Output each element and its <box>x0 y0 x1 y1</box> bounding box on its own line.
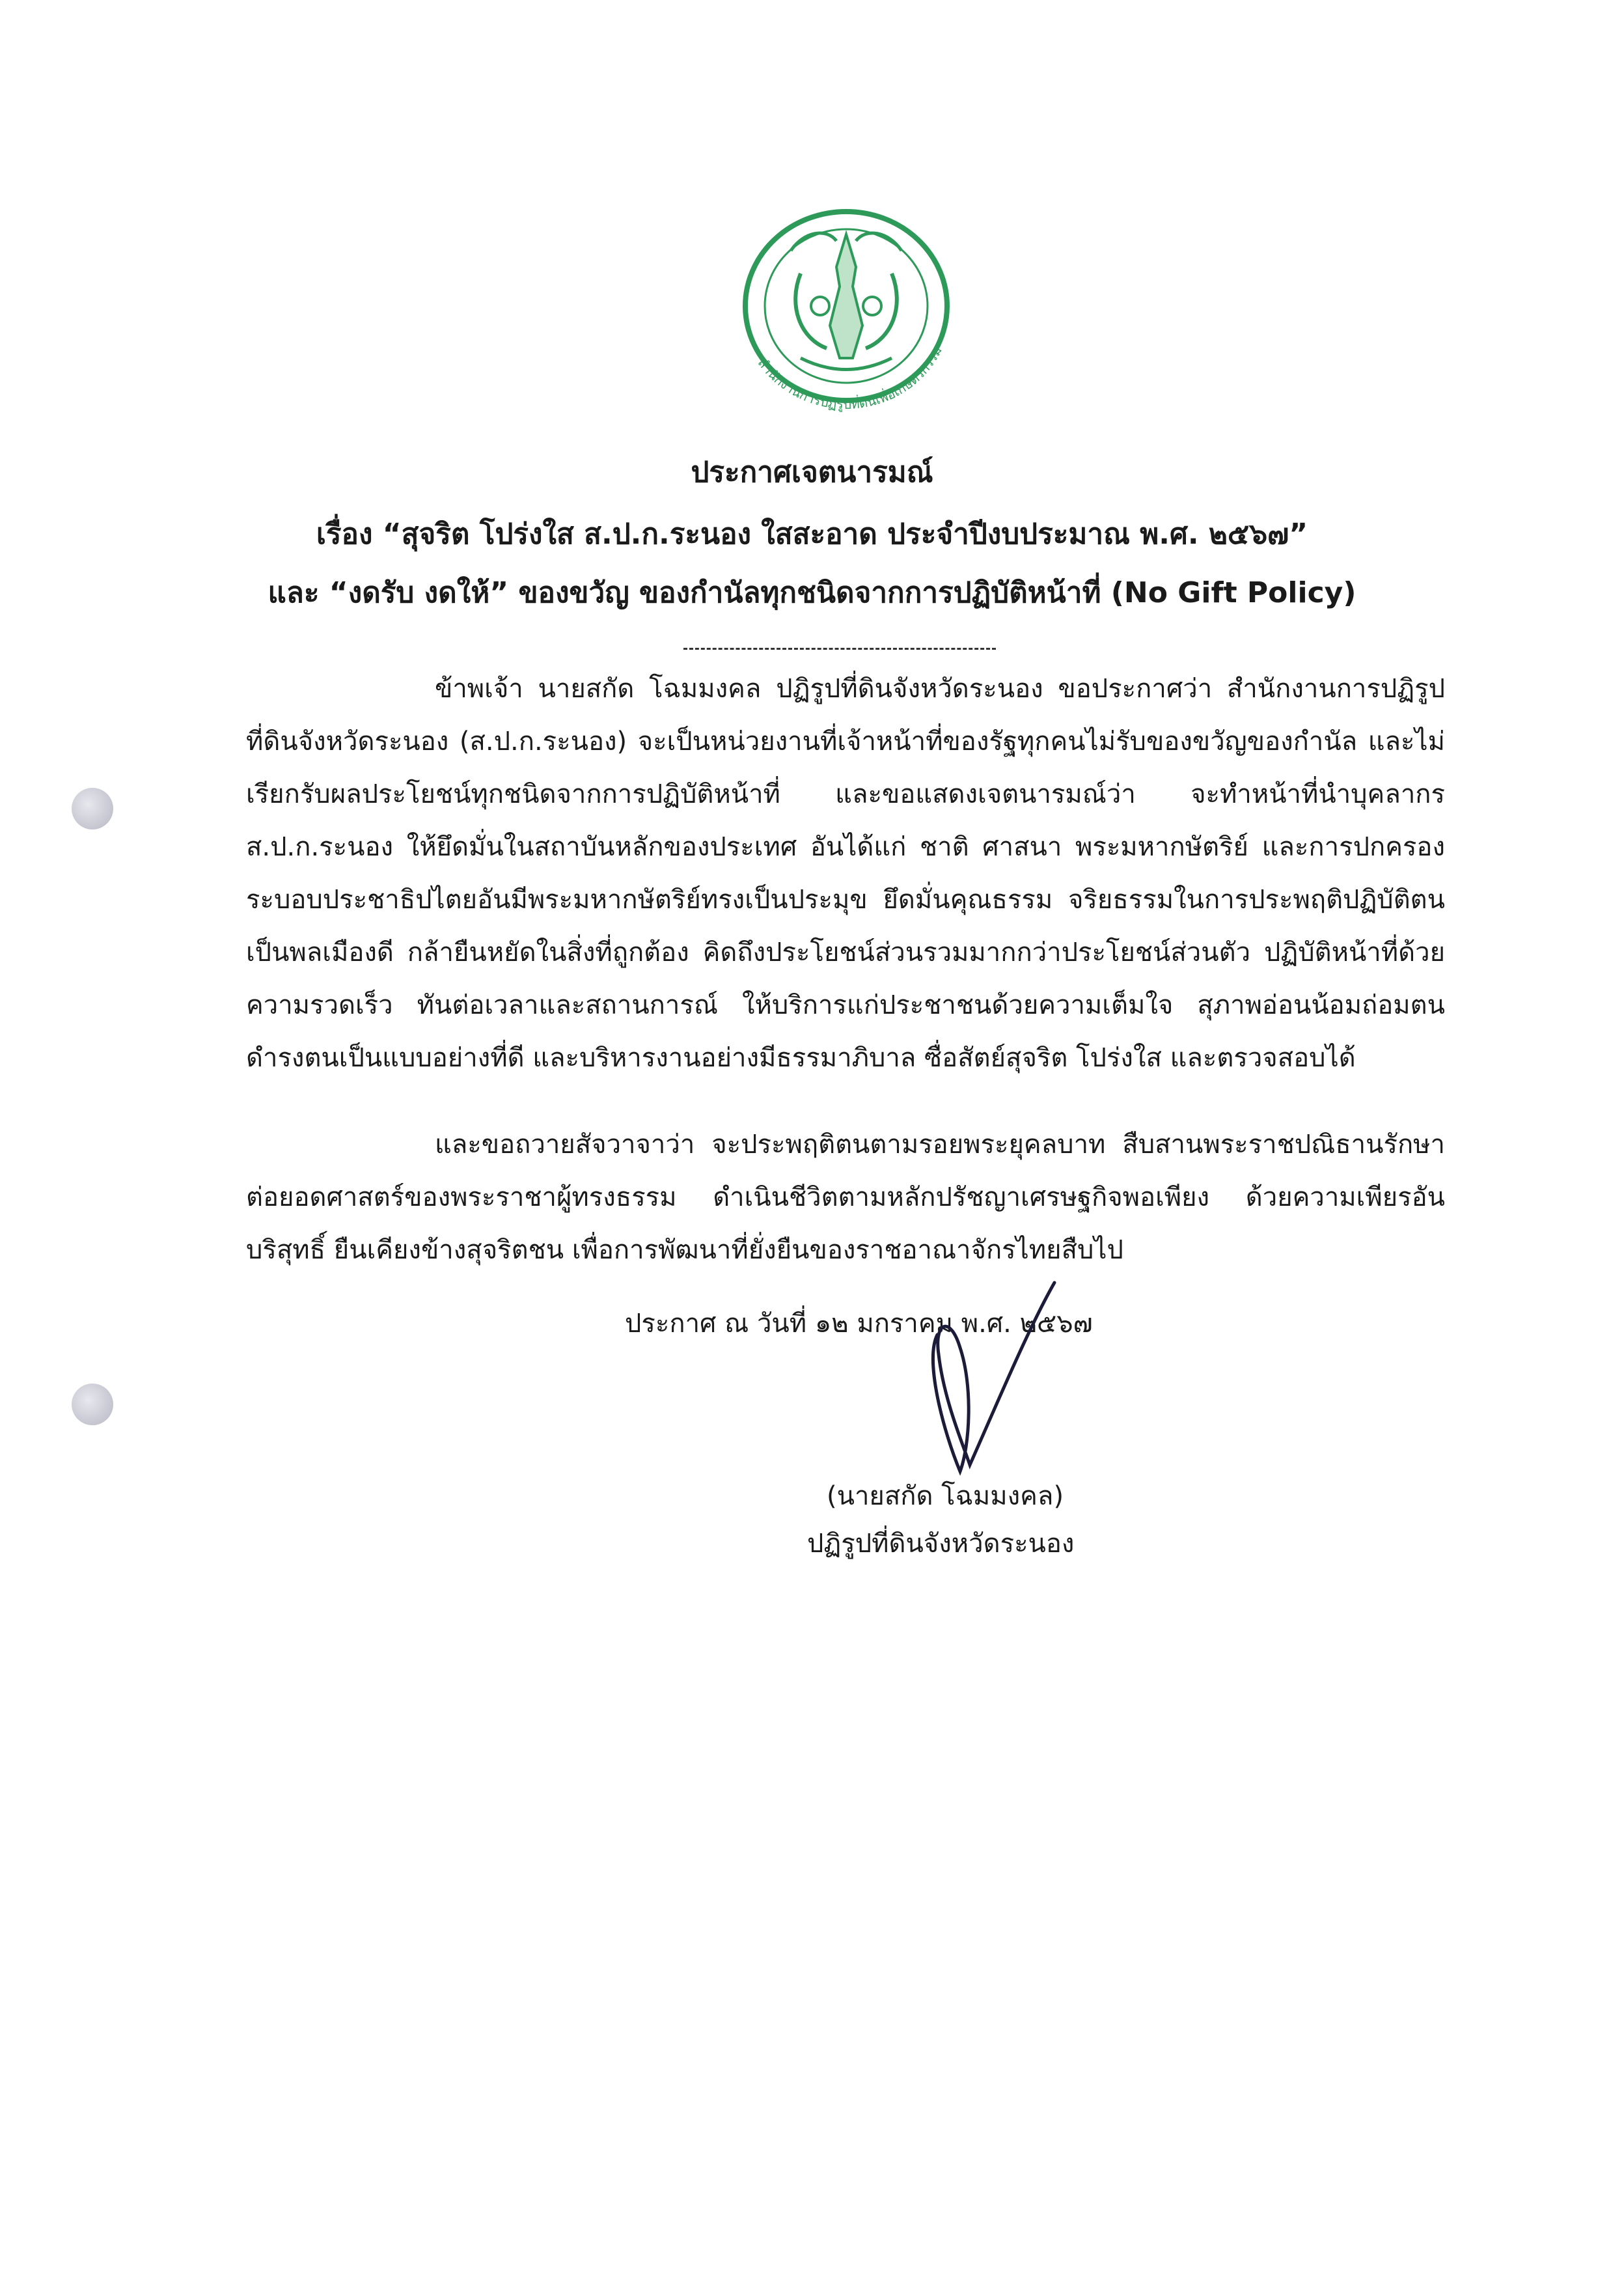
punch-hole <box>72 1384 113 1425</box>
seal-text: สำนักงานการปฏิรูปที่ดินเพื่อเกษตรกรรม <box>754 343 945 412</box>
handwritten-signature <box>898 1276 1067 1491</box>
agency-seal-logo <box>723 195 970 430</box>
announcement-title: ประกาศเจตนารมณ์ <box>691 456 933 489</box>
signer-name: (นายสกัด โฉมมงคล) <box>827 1481 1064 1511</box>
body-paragraph-2: และขอถวายสัจวาจาว่า จะประพฤติตนตามรอยพระยุคลบาท สืบสานพระราชปณิธานรักษาต่อยอดศาสตร์ของพระราชาผู้ทรงธรรม ดำเนินชีวิตตามหลักปรัชญาเศรษฐกิจพอเพียง ด้วยความเพียรอันบริสุทธิ์ ยืนเคียงข้างสุจริตชน เพื่อการพัฒนาที่ยั่งยืนของราชอาณาจักรไทยสืบไป <box>246 1130 1445 1265</box>
punch-hole <box>72 788 113 829</box>
signer-position: ปฏิรูปที่ดินจังหวัดระนอง <box>807 1529 1075 1559</box>
announcement-date: ประกาศ ณ วันที่ ๑๒ มกราคม พ.ศ. ๒๕๖๗ <box>625 1309 1093 1339</box>
title-divider <box>683 648 996 650</box>
body-paragraph-1: ข้าพเจ้า นายสกัด โฉมมงคล ปฏิรูปที่ดินจังหวัดระนอง ขอประกาศว่า สำนักงานการปฏิรูปที่ดินจังหวัดระนอง (ส.ป.ก.ระนอง) จะเป็นหน่วยงานที่เจ้าหน้าที่ของรัฐทุกคนไม่รับของขวัญของกำนัล และไม่เรียกรับผลประโยชน์ทุกชนิดจากการปฏิบัติหน้าที่ และขอแสดงเจตนารมณ์ว่า จะทำหน้าที่นำบุคลากร ส.ป.ก.ระนอง ให้ยึดมั่นในสถาบันหลักของประเทศ อันได้แก่ ชาติ ศาสนา พระมหากษัตริย์ และการปกครองระบอบประชาธิปไตยอันมีพระมหากษัตริย์ทรงเป็นประมุข ยึดมั่นคุณธรรม จริยธรรมในการประพฤติปฏิบัติตนเป็นพลเมืองดี กล้ายืนหยัดในสิ่งที่ถูกต้อง คิดถึงประโยชน์ส่วนรวมมากกว่าประโยชน์ส่วนตัว ปฏิบัติหน้าที่ด้วยความรวดเร็ว ทันต่อเวลาและสถานการณ์ ให้บริการแก่ประชาชนด้วยความเต็มใจ สุภาพอ่อนน้อมถ่อมตน ดำรงตนเป็นแบบอย่างที่ดี และบริหารงานอย่างมีธรรมาภิบาล ซื่อสัตย์สุจริต โปร่งใส และตรวจสอบได้ <box>246 674 1445 1073</box>
announcement-subject-2: และ “งดรับ งดให้” ของขวัญ ของกำนัลทุกชนิดจากการปฏิบัติหน้าที่ (No Gift Policy) <box>268 576 1356 609</box>
announcement-subject: เรื่อง “สุจริต โปร่งใส ส.ป.ก.ระนอง ใสสะอาด ประจำปีงบประมาณ พ.ศ. ๒๕๖๗” <box>316 518 1308 551</box>
